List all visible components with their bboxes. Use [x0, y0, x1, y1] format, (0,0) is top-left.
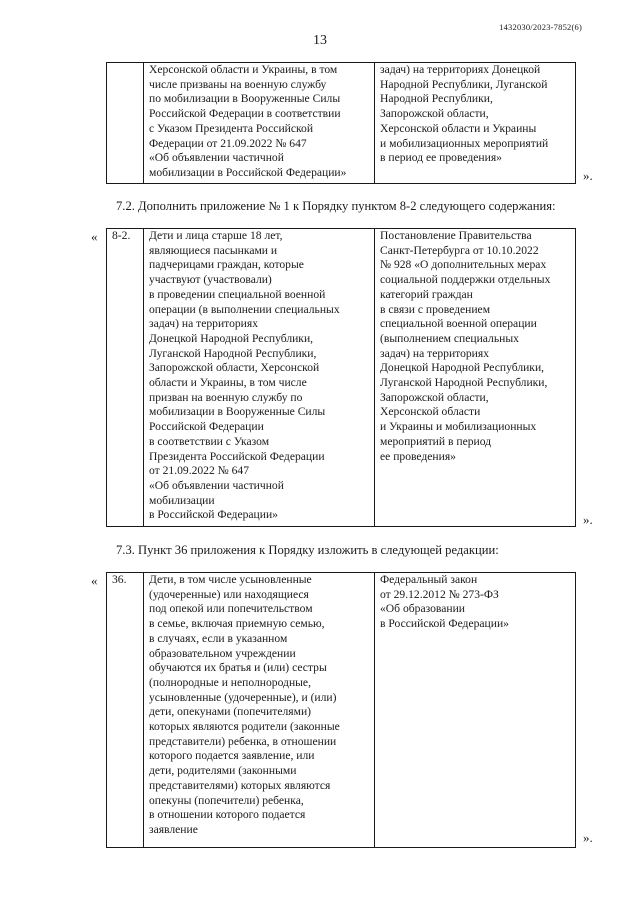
item-legal-basis: Федеральный закон от 29.12.2012 № 273-ФЗ «Об образовании в Российской Федерации» — [375, 573, 576, 848]
continuation-table — [106, 62, 576, 184]
table-item-8-2 — [106, 228, 576, 527]
close-quote: ». — [583, 830, 593, 845]
close-quote: ». — [583, 168, 593, 183]
item-number: 36. — [107, 573, 144, 848]
paragraph-7-3: 7.3. Пункт 36 приложения к Порядку изложить в следующей редакции: — [116, 543, 499, 557]
paragraph-7-2: 7.2. Дополнить приложение № 1 к Порядку пунктом 8-2 следующего содержания: — [116, 199, 556, 213]
continuation-legal-basis-cell: задач) на территориях Донецкой Народной Республики, Луганской Народной Республики, Запорожской области, Херсонской области и Украины и мобилизационных мероприятий в период ее проведения» — [375, 63, 576, 184]
table-item-36 — [106, 572, 576, 848]
open-quote: « — [91, 573, 98, 588]
open-quote: « — [91, 229, 98, 244]
document-id: 1432030/2023-7852(6) — [499, 22, 582, 32]
continuation-num-cell — [107, 63, 144, 184]
close-quote: ». — [583, 512, 593, 527]
continuation-description-cell: Херсонской области и Украины, в том числе призваны на военную службу по мобилизации в Вооруженные Силы Российской Федерации в соответствии с Указом Президента Российской Федерации от 21.09.2022 № 647 «Об объявлении частичной мобилизации в Российской Федерации» — [144, 63, 375, 184]
item-legal-basis: Постановление Правительства Санкт-Петербурга от 10.10.2022 № 928 «О дополнительных мерах социальной поддержки отдельных категорий граждан в связи с проведением специальной военной операции (выполнением специальных задач) на территориях Донецкой Народной Республики, Луганской Народной Республики, Запорожской области, Херсонской области и Украины и мобилизационных мероприятий в период ее проведения» — [375, 229, 576, 527]
item-description: Дети и лица старше 18 лет, являющиеся пасынками и падчерицами граждан, которые участвуют (участвовали) в проведении специальной военной операции (в выполнении специальных задач) на территориях Донецкой Народной Республики, Луганской Народной Республики, Запорожской области, Херсонской области и Украины, в том числе призван на военную службу по мобилизации в Вооруженные Силы Российской Федерации в соответствии с Указом Президента Российской Федерации от 21.09.2022 № 647 «Об объявлении частичной мобилизации в Российской Федерации» — [144, 229, 375, 527]
page-number: 13 — [313, 33, 327, 48]
item-number: 8-2. — [107, 229, 144, 527]
item-description: Дети, в том числе усыновленные (удочеренные) или находящиеся под опекой или попечительством в семье, включая приемную семью, в случаях, если в указанном образовательном учреждении обучаются их братья и (или) сестры (полнородные и неполнородные, усыновленные (удочеренные), и (или) дети, опекунами (попечителями) которых являются родители (законные представители) ребенка, в отношении которого подается заявление, или дети, родителями (законными представителями) которых являются опекуны (попечители) ребенка, в отношении которого подается заявление — [144, 573, 375, 848]
